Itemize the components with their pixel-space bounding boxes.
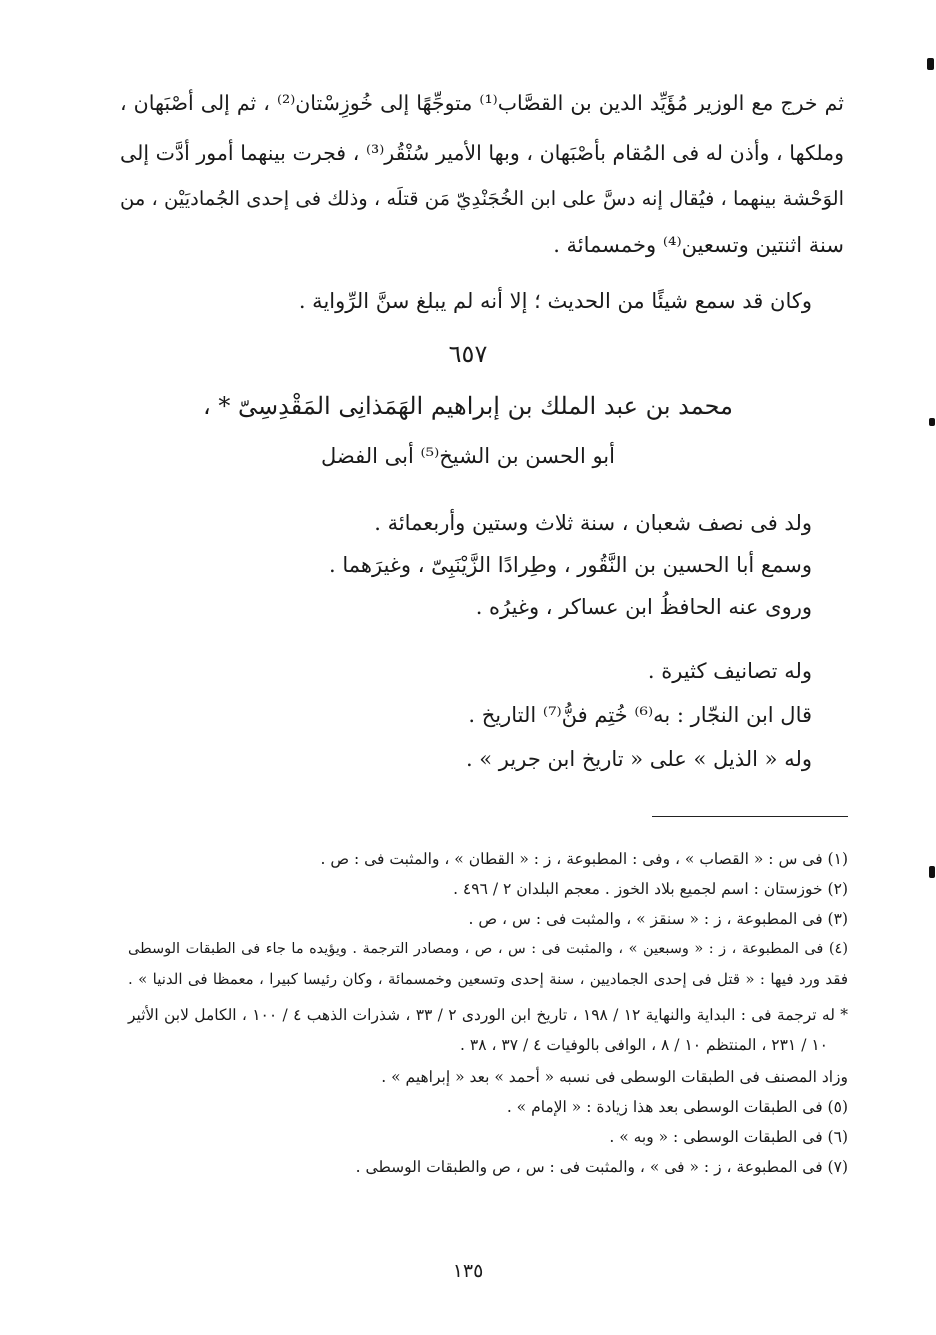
- footnote-2: (٢) خوزستان : اسم لجميع بلاد الخوز . معجم البلدان ٢ / ٤٩٦ .: [453, 880, 848, 898]
- footnote-star-continued: ١٠ / ٢٣١ ، المنتظم ١٠ / ٨ ، الوافى بالوفيات ٤ / ٣٧ ، ٣٨ .: [460, 1036, 828, 1054]
- paragraph-1-line-2: وملكها ، وأذن له فى المُقام بأصْبَهان ، وبها الأمير سُنْقُر⁽³⁾ ، فجرت بينهما أمور أدَّت إلى: [120, 141, 844, 165]
- paragraph-1-line-4: سنة اثنتين وتسعين⁽⁴⁾ وخمسمائة .: [553, 233, 844, 257]
- footnote-star: * له ترجمة فى : البداية والنهاية ١٢ / ١٩٨ ، تاريخ ابن الوردى ٢ / ٣٣ ، شذرات الذهب ٤ / ١٠٠ ، الكامل لابن الأثير: [128, 1006, 849, 1024]
- footnote-7: (٧) فى المطبوعة ، ز : « فى » ، والمثبت فى : س ، ص والطبقات الوسطى .: [355, 1158, 848, 1176]
- footnote-4: (٤) فى المطبوعة ، ز : « وسبعين » ، والمثبت فى : س ، ص ، ومصادر الترجمة . ويؤيده ما جاء فى الطبقات الوسطى: [128, 941, 848, 957]
- paragraph-1-line-1: ثم خرج مع الوزير مُؤَيِّد الدين بن القصَّاب⁽¹⁾ متوجِّهًا إلى خُوزِسْتان⁽²⁾ ، ثم إلى أصْبَهان ،: [120, 91, 844, 115]
- entry-line-quote: قال ابن النجّار : به⁽⁶⁾ خُتِم فنُّ⁽⁷⁾ التاريخ .: [468, 703, 812, 727]
- paragraph-2: وكان قد سمع شيئًا من الحديث ؛ إلا أنه لم يبلغ سنَّ الرِّواية .: [298, 289, 812, 313]
- scan-mark-top: [927, 58, 934, 70]
- entry-line-heard: وسمع أبا الحسين بن النَّقُور ، وطِرادًا الزَّيْنَبِىّ ، وغيرَهما .: [329, 553, 812, 577]
- page-number: ١٣٥: [452, 1260, 484, 1282]
- footnote-3: (٣) فى المطبوعة ، ز : « سنقز » ، والمثبت فى : س ، ص .: [468, 910, 848, 928]
- entry-line-works: وله تصانيف كثيرة .: [647, 659, 812, 683]
- entry-line-birth: ولد فى نصف شعبان ، سنة ثلاث وستين وأربعمائة .: [374, 511, 812, 535]
- paragraph-1-line-3: الوَحْشة بينهما ، فيُقال إنه دسَّ على ابن الخُجَنْدِيّ مَن قتلَه ، وذلك فى إحدى الجُماديَيْن ، من: [120, 187, 844, 210]
- entry-line-dhayl: وله « الذيل » على « تاريخ ابن جرير » .: [465, 747, 812, 771]
- entry-heading: محمد بن عبد الملك بن إبراهيم الهَمَذانِى المَقْدِسِىّ * ،: [202, 392, 733, 420]
- footnote-6: (٦) فى الطبقات الوسطى : « وبه » .: [609, 1128, 848, 1146]
- scan-mark-lower: [929, 866, 935, 878]
- entry-line-narrated: وروى عنه الحافظُ ابن عساكر ، وغيرُه .: [475, 595, 812, 619]
- footnote-separator: [652, 816, 848, 817]
- footnote-star-addition: وزاد المصنف فى الطبقات الوسطى فى نسبه « أحمد » بعد « إبراهيم » .: [381, 1068, 848, 1086]
- entry-number: ٦٥٧: [448, 340, 488, 368]
- footnote-4-continued: فقد ورد فيها : « قتل فى إحدى الجماديين ، سنة إحدى وتسعين وخمسمائة ، وكان رئيسا كبيرا ، معمظا فى الدنيا » .: [128, 970, 848, 988]
- entry-subheading: أبو الحسن بن الشيخ⁽⁵⁾ أبى الفضل: [320, 444, 615, 468]
- footnote-5: (٥) فى الطبقات الوسطى بعد هذا زيادة : « الإمام » .: [506, 1098, 848, 1116]
- footnote-1: (١) فى س : « القصاب » ، وفى : المطبوعة ، ز : « القطان » ، والمثبت فى : ص .: [320, 850, 848, 868]
